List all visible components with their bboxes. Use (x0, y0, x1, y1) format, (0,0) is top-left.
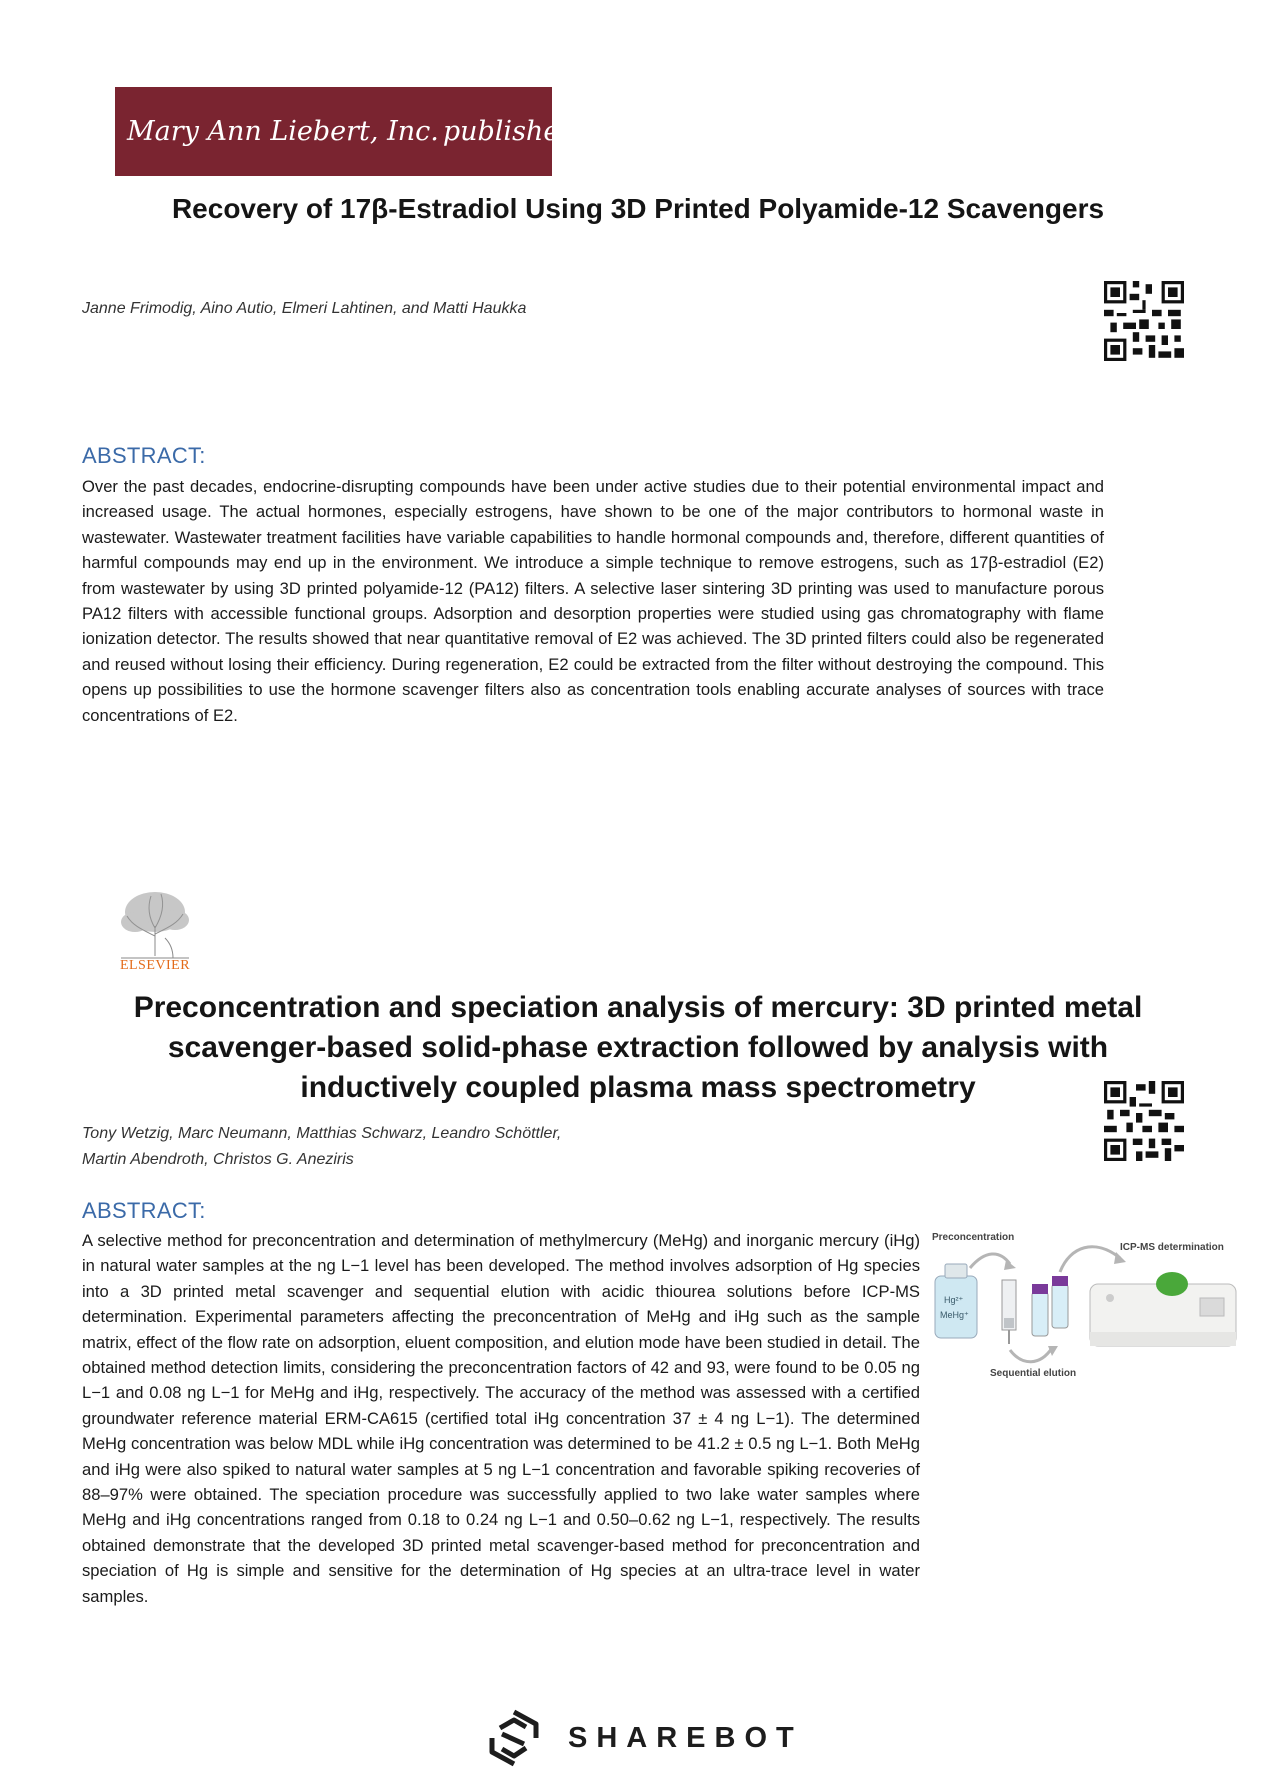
paper-2-abstract-heading: ABSTRACT: (82, 1198, 206, 1223)
publisher-name: Mary Ann Liebert, Inc. (127, 116, 439, 147)
icp-ms-instrument-icon (1090, 1272, 1236, 1346)
sharebot-hexagon-icon (486, 1708, 542, 1768)
qr-code-icon (1104, 1081, 1184, 1161)
bottle-label-hg: Hg²⁺ (944, 1295, 964, 1305)
ga-label-preconcentration: Preconcentration (932, 1232, 1015, 1243)
paper-2-title (90, 988, 1186, 1108)
elsevier-wordmark: ELSEVIER (119, 958, 191, 973)
publisher-suffix: publishers (442, 116, 587, 147)
sample-bottle-icon (935, 1264, 977, 1338)
paper-1-abstract-heading: ABSTRACT: (82, 443, 206, 468)
paper-2-authors-line: Tony Wetzig, Marc Neumann, Matthias Schwarz, Leandro Schöttler, (82, 1125, 562, 1142)
vial-icon (1032, 1276, 1068, 1336)
sharebot-logo (486, 1708, 803, 1768)
ga-label-icpms: ICP-MS determination (1120, 1242, 1224, 1253)
paper-1-title: Recovery of 17β-Estradiol Using 3D Printed Polyamide-12 Scavengers (171, 193, 1105, 224)
graphical-abstract (930, 1228, 1240, 1378)
bottle-label-mehg: MeHg⁺ (940, 1310, 969, 1320)
sharebot-wordmark: SHAREBOT (568, 1721, 803, 1754)
paper-2-title-line: Preconcentration and speciation analysis of mercury: 3D printed metal (133, 991, 1143, 1024)
paper-2-authors-line: Martin Abendroth, Christos G. Aneziris (82, 1151, 354, 1168)
paper-2-title-line: inductively coupled plasma mass spectrometry (300, 1071, 976, 1104)
paper-2-authors (82, 1121, 561, 1173)
paper-1-authors: Janne Frimodig, Aino Autio, Elmeri Lahtinen, and Matti Haukka (82, 300, 527, 317)
paper-2-title-line: scavenger-based solid-phase extraction followed by analysis with (167, 1031, 1109, 1064)
scavenger-column-icon (1002, 1280, 1016, 1344)
qr-code-icon (1104, 281, 1184, 361)
publisher-logo (115, 87, 587, 176)
paper-1-abstract: Over the past decades, endocrine-disrupting compounds have been under active studies due to their potential environmental impact and increased usage. The actual hormones, especially estrogens, have shown to be one of the major contributors to hormonal waste in wastewater. Wastewater treatment facilities have variable capabilities to handle hormonal compounds and, therefore, different quantities of harmful compounds may end up in the environment. We introduce a simple technique to remove estrogens, such as 17β-estradiol (E2) from wastewater by using 3D printed polyamide-12 (PA12) filters. A selective laser sintering 3D printing was used to manufacture porous PA12 filters with accessible functional groups. Adsorption and desorption properties were studied using gas chromatography with flame ionization detector. The results showed that near quantitative removal of E2 was achieved. The 3D printed filters could also be regenerated and reused without losing their efficiency. During regeneration, E2 could be extracted from the filter without destroying the compound. This opens up possibilities to use the hormone scavenger filters also as concentration tools enabling accurate analyses of sources with trace concentrations of E2. (82, 477, 1104, 725)
paper-2-abstract: A selective method for preconcentration and determination of methylmercury (MeHg) and inorganic mercury (iHg) in natural water samples at the ng L−1 level has been developed. The method involves adsorption of Hg species into a 3D printed metal scavenger and sequential elution with acidic thiourea solutions before ICP-MS determination. Experimental parameters affecting the preconcentration of MeHg and iHg such as the sample matrix, effect of the flow rate on adsorption, eluent composition, and elution mode have been studied in detail. The obtained method detection limits, considering the preconcentration factors of 42 and 93, were found to be 0.05 ng L−1 and 0.08 ng L−1 for MeHg and iHg, respectively. The accuracy of the method was assessed with a certified groundwater reference material ERM-CA615 (certified total iHg concentration 37 ± 4 ng L−1). The determined MeHg concentration was below MDL while iHg concentration was determined to be 41.2 ± 0.5 ng L−1. Both MeHg and iHg were also spiked to natural water samples at 5 ng L−1 concentration and favorable spiking recoveries of 88–97% were obtained. The speciation procedure was successfully applied to two lake water samples where MeHg and iHg concentrations ranged from 0.18 to 0.24 ng L−1 and 0.50–0.62 ng L−1, respectively. The results obtained demonstrate that the developed 3D printed metal scavenger-based method for preconcentration and speciation of Hg is simple and sensitive for the determination of Hg species at an ultra-trace level in water samples. (82, 1231, 920, 1606)
ga-label-sequential-elution: Sequential elution (990, 1368, 1077, 1378)
